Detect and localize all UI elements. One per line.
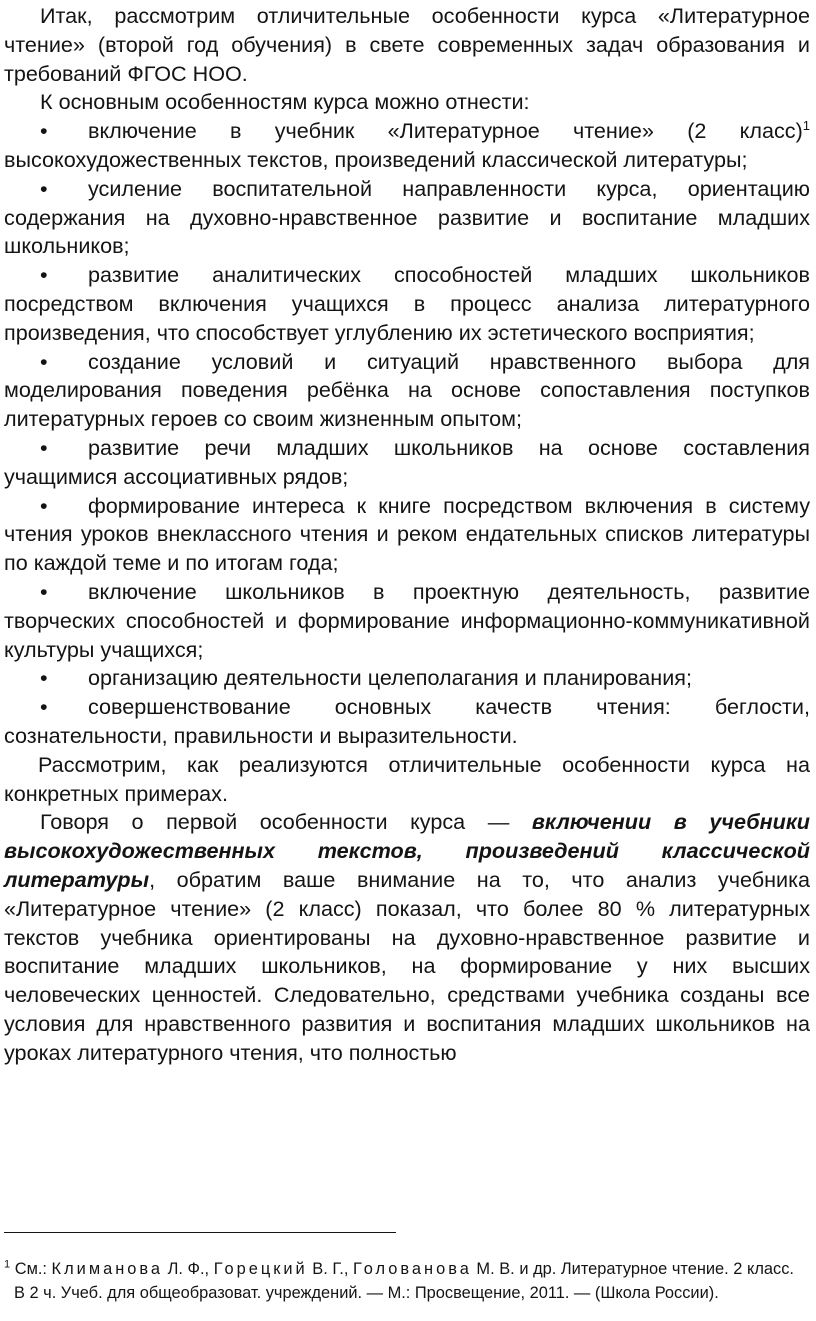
- paragraph-rest: , обратим ваше внимание на то, что анализ учебника «Литературное чтение» (2 класс) показал, что более 80 % литературных текстов учебника ориентированы на духовно-нравственное развитие и воспитание младших школьников, на формирование у них высших человеческих ценностей. Следовательно, средствами учебника созданы все условия для нравственного развития и воспитания младших школьников на уроках литературного чтения, что полностью: [4, 866, 810, 1065]
- list-item-text: формирование интереса к книге посредством включения в систему чтения уроков внеклассного чтения и реком ендательных списков литературы по каждой теме и по итогам года;: [4, 492, 810, 576]
- list-item: [4, 492, 810, 578]
- paragraph-lead: Говоря о первой особенности курса —: [40, 809, 532, 835]
- footnote-marker: 1: [4, 1258, 11, 1271]
- list-item-text: включение школьников в проектную деятельность, развитие творческих способностей и формирование информационно-коммуникативной культуры учащихся;: [4, 578, 810, 662]
- footnote-initials: Л. Ф.,: [163, 1260, 214, 1279]
- bullet-marker: •: [40, 348, 48, 374]
- first-feature-paragraph: [4, 808, 810, 1067]
- bullet-marker: •: [40, 665, 48, 691]
- footnote-separator: [4, 1232, 396, 1233]
- list-item-text: совершенствование основных качеств чтения: беглости, сознательности, правильности и выразительности.: [4, 694, 810, 748]
- footnote-initials: В. Г.,: [307, 1260, 353, 1279]
- bullet-marker: •: [40, 694, 48, 720]
- list-item-text: развитие аналитических способностей младших школьников посредством включения учащихся в процесс анализа литературного произведения, что способствует углублению их эстетического восприятия;: [4, 262, 810, 345]
- list-item-text: создание условий и ситуаций нравственного выбора для моделирования поведения ребёнка на основе сопоставления поступков литературных героев со своим жизненным опытом;: [4, 348, 810, 432]
- footnote-reference[interactable]: 1: [802, 118, 810, 133]
- footnote: [4, 1257, 794, 1305]
- list-item-text: усиление воспитательной направленности курса, ориентацию содержания на духовно-нравственное развитие и воспитание младших школьников;: [4, 175, 810, 259]
- bullet-marker: •: [40, 118, 48, 144]
- list-item: [4, 664, 810, 693]
- bullet-marker: •: [40, 434, 48, 460]
- list-item-text: развитие речи младших школьников на основе составления учащимися ассоциативных рядов;: [4, 434, 810, 489]
- list-item: [4, 434, 810, 492]
- bullet-marker: •: [40, 492, 48, 518]
- footnote-author: Климанова: [51, 1260, 164, 1279]
- list-item-text: организацию деятельности целеполагания и планирования;: [88, 665, 692, 691]
- body-text: [4, 2, 810, 1067]
- footnote-author: Голованова: [352, 1260, 472, 1279]
- list-item: [4, 261, 810, 347]
- bullet-marker: •: [40, 578, 48, 604]
- list-item-text-continued: высокохудожественных текстов, произведений классической литературы;: [4, 146, 748, 172]
- list-item: [4, 693, 810, 751]
- bullet-marker: •: [40, 262, 48, 288]
- footnote-citation: М. В. и др. Литературное чтение. 2 класс. В 2 ч. Учеб. для общеобразоват. учреждений. — М.: Просвещение, 2011. — (Школа России).: [14, 1260, 794, 1303]
- list-item: [4, 348, 810, 434]
- list-lead-paragraph: К основным особенностям курса можно отнести:: [40, 89, 530, 115]
- footnote-author: Горецкий: [213, 1260, 308, 1279]
- list-item: [4, 578, 810, 664]
- intro-paragraph: Итак, рассмотрим отличительные особенности курса «Литературное чтение» (второй год обучения) в свете современных задач образования и требований ФГОС НОО.: [4, 3, 810, 86]
- footnote-lead: См.:: [10, 1260, 52, 1279]
- emphasized-phrase: включении в учебники высокохудожественных текстов, произведений классической литературы: [4, 809, 810, 892]
- examples-paragraph: Рассмотрим, как реализуются отличительные особенности курса на конкретных примерах.: [4, 751, 810, 806]
- bullet-marker: •: [40, 175, 48, 201]
- list-item: [4, 117, 810, 175]
- list-item-text: включение в учебник «Литературное чтение» (2 класс): [88, 118, 803, 144]
- list-item: [4, 175, 810, 261]
